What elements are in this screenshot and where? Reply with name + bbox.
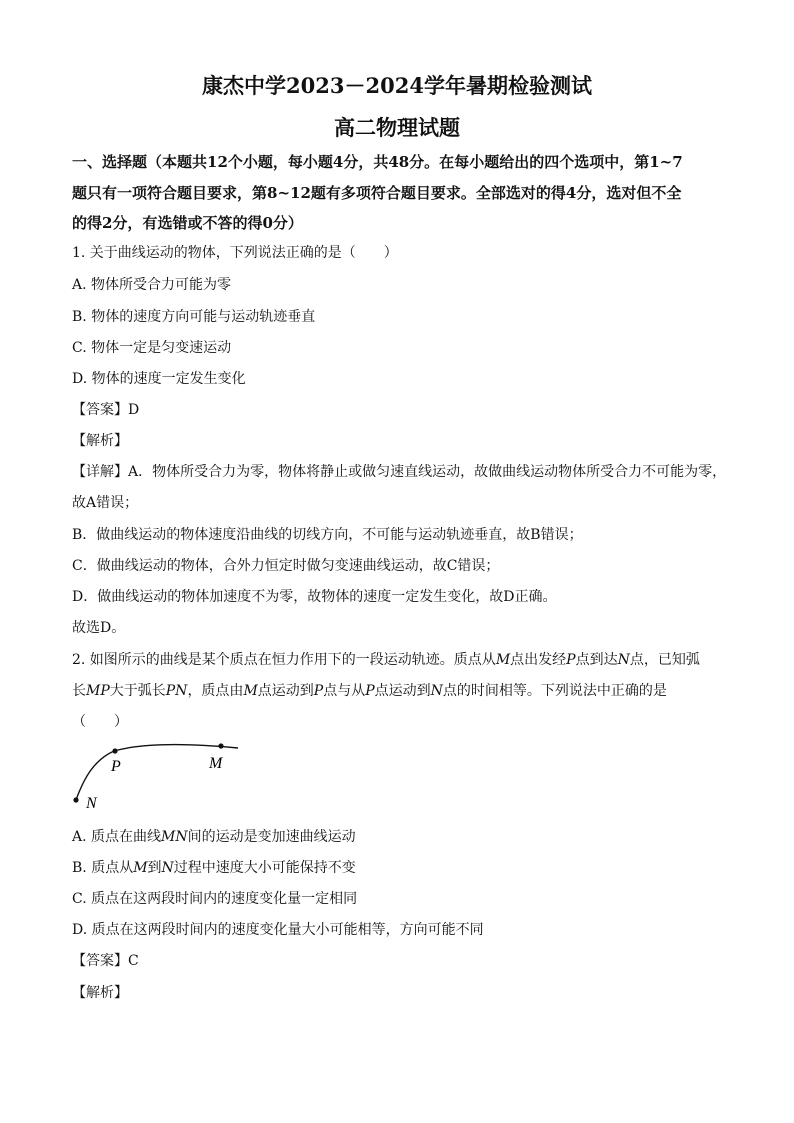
trajectory-figure <box>66 738 256 812</box>
q1-analysis-label: 【解析】 <box>72 433 128 449</box>
exam-subtitle: 高二物理试题 <box>334 115 460 140</box>
q2-option-b <box>72 858 356 878</box>
exam-title: 康杰中学2023－2024学年暑期检验测试 <box>202 73 592 98</box>
q2-option-text: 到 <box>147 860 162 876</box>
q2-option-c: C. 质点在这两段时间内的速度变化量一定相同 <box>72 891 358 907</box>
q1-detail-line: C．做曲线运动的物体，合外力恒定时做匀变速曲线运动，故C错误； <box>72 558 500 574</box>
section-heading-line3: 的得2分，有选错或不答的得0分） <box>72 214 303 232</box>
q2-stem-text: 点与从 <box>323 683 366 699</box>
q2-var-pn: PN <box>165 683 188 699</box>
trajectory-curve <box>76 745 238 800</box>
q1-detail-line: B．做曲线运动的物体速度沿曲线的切线方向，不可能与运动轨迹垂直，故B错误； <box>72 527 583 543</box>
q2-stem-text: ，质点由 <box>187 683 244 699</box>
q2-option-text: 间的运动是变加速曲线运动 <box>187 829 356 845</box>
q2-answer-paren: （ ） <box>72 714 128 730</box>
q2-stem-text: 点运动到 <box>374 683 431 699</box>
q2-stem-line2 <box>72 681 667 701</box>
q1-detail-line: 故A错误； <box>72 495 139 511</box>
q2-stem-text: 大于弧长 <box>109 683 166 699</box>
q2-var-m: M <box>133 860 148 876</box>
q2-var-m: M <box>243 683 258 699</box>
q1-detail-line: 故选D。 <box>72 620 126 636</box>
q1-option-b: B. 物体的速度方向可能与运动轨迹垂直 <box>72 309 316 325</box>
q1-option-d: D. 物体的速度一定发生变化 <box>72 371 246 387</box>
q1-option-c: C. 物体一定是匀变速运动 <box>72 340 232 356</box>
q2-var-p: P <box>566 652 576 668</box>
q1-detail-line: 【详解】A．物体所受合力为零，物体将静止或做匀速直线运动，故做曲线运动物体所受合力不可能为零， <box>72 464 727 480</box>
q1-answer: 【答案】D <box>72 402 140 418</box>
q2-var-mn: MN <box>161 829 188 845</box>
q2-stem-text: 点的时间相等。下列说法中正确的是 <box>442 683 667 699</box>
section-heading-line1: 一、选择题（本题共12个小题，每小题4分，共48分。在每小题给出的四个选项中，第1~7 <box>72 153 683 171</box>
q2-option-d: D. 质点在这两段时间内的速度变化量大小可能相等，方向可能不同 <box>72 922 484 938</box>
q2-stem-text: 点出发经 <box>510 652 567 668</box>
point-n-dot <box>73 797 78 802</box>
q2-analysis-label: 【解析】 <box>72 985 128 1001</box>
q2-stem-text: 2. 如图所示的曲线是某个质点在恒力作用下的一段运动轨迹。质点从 <box>72 652 496 668</box>
q1-stem: 1. 关于曲线运动的物体，下列说法正确的是（ ） <box>72 245 398 261</box>
q2-stem-text: 点，已知弧 <box>629 652 700 668</box>
label-p: P <box>111 758 121 775</box>
q2-stem-text: 点运动到 <box>257 683 314 699</box>
q2-var-n: N <box>617 652 630 668</box>
q2-var-m: M <box>495 652 511 668</box>
label-m: M <box>209 755 223 772</box>
q2-var-n: N <box>161 860 174 876</box>
q2-stem-text: 点到达 <box>575 652 618 668</box>
q2-stem-line1 <box>72 650 700 670</box>
q2-stem-text: 长 <box>72 683 86 699</box>
q2-option-text: 过程中速度大小可能保持不变 <box>173 860 356 876</box>
q2-var-p: P <box>365 683 375 699</box>
label-n: N <box>86 795 97 812</box>
q2-option-text: A. 质点在曲线 <box>72 829 162 845</box>
q2-option-a <box>72 827 356 847</box>
q1-detail-line: D．做曲线运动的物体加速度不为零，故物体的速度一定发生变化，故D正确。 <box>72 589 557 605</box>
section-heading-line2: 题只有一项符合题目要求，第8~12题有多项符合题目要求。全部选对的得4分，选对但不全 <box>72 184 682 202</box>
q2-var-n: N <box>430 683 443 699</box>
q1-option-a: A. 物体所受合力可能为零 <box>72 277 232 293</box>
q2-answer: 【答案】C <box>72 953 139 969</box>
q2-var-p: P <box>313 683 324 699</box>
q2-var-mp: MP <box>86 683 110 699</box>
q2-option-text: B. 质点从 <box>72 860 134 876</box>
point-p-dot <box>112 748 117 753</box>
point-m-dot <box>218 743 223 748</box>
